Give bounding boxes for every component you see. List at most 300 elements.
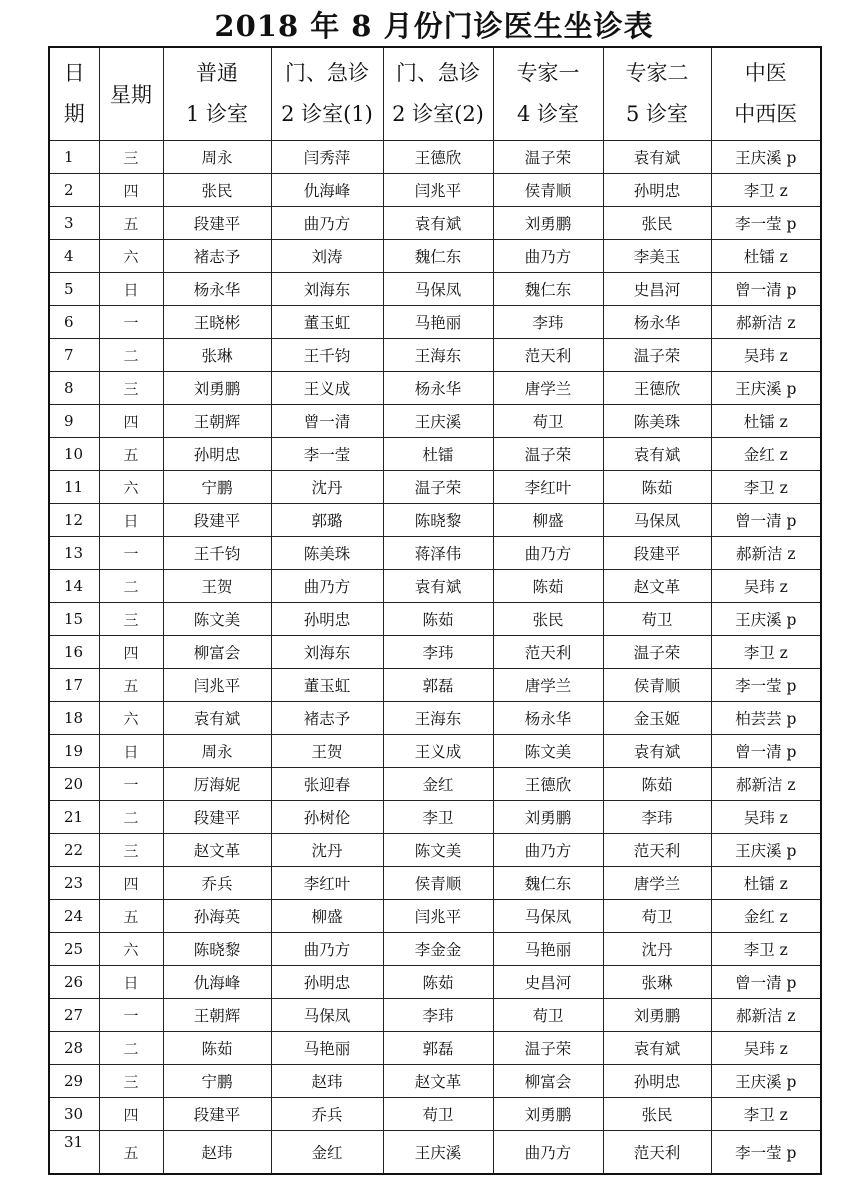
header-column-bottom: 2 诊室(1) — [281, 102, 373, 126]
table-row — [49, 1065, 821, 1098]
expert-room-5-cell: 马保凤 — [603, 504, 711, 537]
table-row — [49, 207, 821, 240]
date-cell: 29 — [49, 1065, 99, 1098]
expert-room-5-cell: 张民 — [603, 1098, 711, 1131]
date-cell: 19 — [49, 735, 99, 768]
weekday-cell: 二 — [99, 570, 163, 603]
date-cell: 22 — [49, 834, 99, 867]
general-room-1-cell: 褚志予 — [163, 240, 271, 273]
weekday-cell: 一 — [99, 537, 163, 570]
tcm-cell: 李卫 z — [711, 1098, 821, 1131]
expert-room-5-cell: 袁有斌 — [603, 438, 711, 471]
weekday-cell: 五 — [99, 438, 163, 471]
table-row — [49, 372, 821, 405]
expert-room-4-cell: 范天利 — [493, 339, 603, 372]
weekday-cell: 二 — [99, 1032, 163, 1065]
expert-room-5-cell: 刘勇鹏 — [603, 999, 711, 1032]
emergency-room-2b-cell: 李玮 — [383, 999, 493, 1032]
header-column — [271, 47, 383, 141]
table-row — [49, 933, 821, 966]
weekday-cell: 四 — [99, 867, 163, 900]
general-room-1-cell: 闫兆平 — [163, 669, 271, 702]
tcm-cell: 王庆溪 p — [711, 372, 821, 405]
expert-room-5-cell: 温子荣 — [603, 636, 711, 669]
expert-room-5-cell: 侯青顺 — [603, 669, 711, 702]
emergency-room-2a-cell: 李一莹 — [271, 438, 383, 471]
expert-room-4-cell: 魏仁东 — [493, 273, 603, 306]
expert-room-4-cell: 唐学兰 — [493, 669, 603, 702]
weekday-cell: 三 — [99, 603, 163, 636]
expert-room-5-cell: 王德欣 — [603, 372, 711, 405]
emergency-room-2a-cell: 孙明忠 — [271, 966, 383, 999]
general-room-1-cell: 柳富会 — [163, 636, 271, 669]
weekday-cell: 五 — [99, 900, 163, 933]
header-column-bottom: 1 诊室 — [185, 102, 249, 126]
expert-room-4-cell: 唐学兰 — [493, 372, 603, 405]
expert-room-4-cell: 曲乃方 — [493, 834, 603, 867]
emergency-room-2b-cell: 李卫 — [383, 801, 493, 834]
header-weekday: 星期 — [99, 47, 163, 141]
schedule-table — [48, 46, 822, 1175]
emergency-room-2b-cell: 王海东 — [383, 702, 493, 735]
expert-room-4-cell: 杨永华 — [493, 702, 603, 735]
emergency-room-2b-cell: 赵文革 — [383, 1065, 493, 1098]
expert-room-5-cell: 史昌河 — [603, 273, 711, 306]
weekday-cell: 二 — [99, 801, 163, 834]
tcm-cell: 曾一清 p — [711, 735, 821, 768]
weekday-cell: 日 — [99, 966, 163, 999]
emergency-room-2b-cell: 陈茹 — [383, 966, 493, 999]
tcm-cell: 李卫 z — [711, 174, 821, 207]
expert-room-5-cell: 李美玉 — [603, 240, 711, 273]
date-cell: 1 — [49, 141, 99, 174]
table-row — [49, 735, 821, 768]
weekday-cell: 四 — [99, 1098, 163, 1131]
tcm-cell: 柏芸芸 p — [711, 702, 821, 735]
general-room-1-cell: 厉海妮 — [163, 768, 271, 801]
table-row — [49, 537, 821, 570]
header-date-bottom: 期 — [63, 102, 85, 126]
weekday-cell: 三 — [99, 141, 163, 174]
emergency-room-2b-cell: 侯青顺 — [383, 867, 493, 900]
table-row — [49, 900, 821, 933]
expert-room-5-cell: 沈丹 — [603, 933, 711, 966]
expert-room-5-cell: 陈茹 — [603, 768, 711, 801]
expert-room-5-cell: 陈茹 — [603, 471, 711, 504]
tcm-cell: 李卫 z — [711, 636, 821, 669]
expert-room-4-cell: 张民 — [493, 603, 603, 636]
expert-room-5-cell: 张琳 — [603, 966, 711, 999]
date-cell: 25 — [49, 933, 99, 966]
expert-room-5-cell: 孙明忠 — [603, 174, 711, 207]
emergency-room-2a-cell: 郭璐 — [271, 504, 383, 537]
expert-room-4-cell: 刘勇鹏 — [493, 1098, 603, 1131]
header-date — [49, 47, 99, 141]
tcm-cell: 王庆溪 p — [711, 834, 821, 867]
expert-room-4-cell: 温子荣 — [493, 1032, 603, 1065]
expert-room-4-cell: 温子荣 — [493, 141, 603, 174]
header-column — [383, 47, 493, 141]
table-row — [49, 306, 821, 339]
header-column-top: 门、急诊 — [396, 60, 480, 85]
expert-room-4-cell: 曲乃方 — [493, 1131, 603, 1175]
date-cell: 24 — [49, 900, 99, 933]
header-column — [493, 47, 603, 141]
header-column-top: 专家一 — [516, 60, 580, 85]
expert-room-5-cell: 袁有斌 — [603, 1032, 711, 1065]
date-cell: 11 — [49, 471, 99, 504]
table-row — [49, 1131, 821, 1175]
general-room-1-cell: 张琳 — [163, 339, 271, 372]
emergency-room-2b-cell: 魏仁东 — [383, 240, 493, 273]
emergency-room-2b-cell: 闫兆平 — [383, 174, 493, 207]
general-room-1-cell: 袁有斌 — [163, 702, 271, 735]
table-row — [49, 504, 821, 537]
emergency-room-2b-cell: 马保凤 — [383, 273, 493, 306]
general-room-1-cell: 张民 — [163, 174, 271, 207]
table-row — [49, 669, 821, 702]
date-cell: 14 — [49, 570, 99, 603]
date-cell: 28 — [49, 1032, 99, 1065]
expert-room-4-cell: 马艳丽 — [493, 933, 603, 966]
expert-room-4-cell: 李玮 — [493, 306, 603, 339]
emergency-room-2a-cell: 孙树伦 — [271, 801, 383, 834]
weekday-cell: 三 — [99, 834, 163, 867]
general-room-1-cell: 乔兵 — [163, 867, 271, 900]
date-cell: 16 — [49, 636, 99, 669]
general-room-1-cell: 赵文革 — [163, 834, 271, 867]
general-room-1-cell: 周永 — [163, 141, 271, 174]
table-row — [49, 966, 821, 999]
general-room-1-cell: 宁鹏 — [163, 471, 271, 504]
header-column — [711, 47, 821, 141]
expert-room-5-cell: 唐学兰 — [603, 867, 711, 900]
date-cell: 5 — [49, 273, 99, 306]
tcm-cell: 李一莹 p — [711, 1131, 821, 1175]
general-room-1-cell: 赵玮 — [163, 1131, 271, 1175]
table-header — [49, 47, 821, 141]
expert-room-5-cell: 袁有斌 — [603, 141, 711, 174]
emergency-room-2b-cell: 蒋泽伟 — [383, 537, 493, 570]
weekday-cell: 六 — [99, 240, 163, 273]
header-column-bottom: 5 诊室 — [625, 102, 689, 126]
expert-room-4-cell: 苟卫 — [493, 405, 603, 438]
expert-room-5-cell: 陈美珠 — [603, 405, 711, 438]
general-room-1-cell: 仇海峰 — [163, 966, 271, 999]
expert-room-4-cell: 魏仁东 — [493, 867, 603, 900]
emergency-room-2a-cell: 刘涛 — [271, 240, 383, 273]
emergency-room-2a-cell: 曲乃方 — [271, 933, 383, 966]
general-room-1-cell: 杨永华 — [163, 273, 271, 306]
date-cell: 17 — [49, 669, 99, 702]
date-cell: 27 — [49, 999, 99, 1032]
expert-room-5-cell: 苟卫 — [603, 900, 711, 933]
expert-room-4-cell: 曲乃方 — [493, 240, 603, 273]
table-row — [49, 438, 821, 471]
expert-room-5-cell: 张民 — [603, 207, 711, 240]
expert-room-5-cell: 温子荣 — [603, 339, 711, 372]
weekday-cell: 三 — [99, 1065, 163, 1098]
emergency-room-2b-cell: 苟卫 — [383, 1098, 493, 1131]
expert-room-5-cell: 杨永华 — [603, 306, 711, 339]
general-room-1-cell: 王贺 — [163, 570, 271, 603]
tcm-cell: 曾一清 p — [711, 966, 821, 999]
header-column-bottom: 4 诊室 — [516, 102, 580, 126]
table-row — [49, 768, 821, 801]
emergency-room-2b-cell: 王庆溪 — [383, 1131, 493, 1175]
expert-room-5-cell: 范天利 — [603, 1131, 711, 1175]
general-room-1-cell: 陈晓黎 — [163, 933, 271, 966]
header-column — [603, 47, 711, 141]
expert-room-5-cell: 金玉姬 — [603, 702, 711, 735]
tcm-cell: 吴玮 z — [711, 801, 821, 834]
date-cell: 31 — [49, 1131, 99, 1175]
date-cell: 7 — [49, 339, 99, 372]
emergency-room-2a-cell: 张迎春 — [271, 768, 383, 801]
general-room-1-cell: 周永 — [163, 735, 271, 768]
emergency-room-2b-cell: 杜镭 — [383, 438, 493, 471]
emergency-room-2a-cell: 王贺 — [271, 735, 383, 768]
emergency-room-2a-cell: 赵玮 — [271, 1065, 383, 1098]
date-cell: 12 — [49, 504, 99, 537]
emergency-room-2b-cell: 温子荣 — [383, 471, 493, 504]
general-room-1-cell: 陈茹 — [163, 1032, 271, 1065]
emergency-room-2b-cell: 李玮 — [383, 636, 493, 669]
general-room-1-cell: 宁鹏 — [163, 1065, 271, 1098]
expert-room-5-cell: 袁有斌 — [603, 735, 711, 768]
date-cell: 21 — [49, 801, 99, 834]
emergency-room-2b-cell: 陈晓黎 — [383, 504, 493, 537]
weekday-cell: 日 — [99, 273, 163, 306]
expert-room-4-cell: 李红叶 — [493, 471, 603, 504]
general-room-1-cell: 陈文美 — [163, 603, 271, 636]
weekday-cell: 五 — [99, 207, 163, 240]
tcm-cell: 曾一清 p — [711, 504, 821, 537]
emergency-room-2b-cell: 马艳丽 — [383, 306, 493, 339]
tcm-cell: 郝新洁 z — [711, 999, 821, 1032]
table-row — [49, 867, 821, 900]
expert-room-4-cell: 范天利 — [493, 636, 603, 669]
tcm-cell: 郝新洁 z — [711, 537, 821, 570]
date-cell: 18 — [49, 702, 99, 735]
tcm-cell: 李一莹 p — [711, 207, 821, 240]
table-row — [49, 1098, 821, 1131]
header-column-top: 中医 — [744, 60, 787, 85]
date-cell: 9 — [49, 405, 99, 438]
expert-room-5-cell: 赵文革 — [603, 570, 711, 603]
weekday-cell: 六 — [99, 702, 163, 735]
tcm-cell: 王庆溪 p — [711, 603, 821, 636]
header-column-bottom: 2 诊室(2) — [392, 102, 484, 126]
emergency-room-2a-cell: 柳盛 — [271, 900, 383, 933]
expert-room-4-cell: 刘勇鹏 — [493, 801, 603, 834]
weekday-cell: 日 — [99, 735, 163, 768]
tcm-cell: 李一莹 p — [711, 669, 821, 702]
general-room-1-cell: 孙明忠 — [163, 438, 271, 471]
expert-room-5-cell: 李玮 — [603, 801, 711, 834]
expert-room-5-cell: 孙明忠 — [603, 1065, 711, 1098]
table-row — [49, 834, 821, 867]
emergency-room-2a-cell: 王义成 — [271, 372, 383, 405]
emergency-room-2a-cell: 刘海东 — [271, 636, 383, 669]
emergency-room-2b-cell: 闫兆平 — [383, 900, 493, 933]
emergency-room-2a-cell: 曲乃方 — [271, 207, 383, 240]
date-cell: 20 — [49, 768, 99, 801]
table-row — [49, 999, 821, 1032]
weekday-cell: 五 — [99, 669, 163, 702]
expert-room-4-cell: 马保凤 — [493, 900, 603, 933]
header-column-bottom: 中西医 — [734, 102, 798, 126]
emergency-room-2a-cell: 闫秀萍 — [271, 141, 383, 174]
emergency-room-2a-cell: 刘海东 — [271, 273, 383, 306]
date-cell: 26 — [49, 966, 99, 999]
header-column-top: 普通 — [196, 60, 238, 85]
emergency-room-2b-cell: 王义成 — [383, 735, 493, 768]
date-cell: 2 — [49, 174, 99, 207]
tcm-cell: 郝新洁 z — [711, 306, 821, 339]
emergency-room-2b-cell: 郭磊 — [383, 1032, 493, 1065]
table-row — [49, 702, 821, 735]
tcm-cell: 曾一清 p — [711, 273, 821, 306]
date-cell: 15 — [49, 603, 99, 636]
table-row — [49, 471, 821, 504]
emergency-room-2a-cell: 乔兵 — [271, 1098, 383, 1131]
general-room-1-cell: 刘勇鹏 — [163, 372, 271, 405]
emergency-room-2b-cell: 袁有斌 — [383, 570, 493, 603]
expert-room-4-cell: 曲乃方 — [493, 537, 603, 570]
tcm-cell: 李卫 z — [711, 933, 821, 966]
table-row — [49, 141, 821, 174]
weekday-cell: 四 — [99, 636, 163, 669]
emergency-room-2a-cell: 李红叶 — [271, 867, 383, 900]
table-row — [49, 1032, 821, 1065]
weekday-cell: 一 — [99, 306, 163, 339]
tcm-cell: 李卫 z — [711, 471, 821, 504]
emergency-room-2b-cell: 陈茹 — [383, 603, 493, 636]
emergency-room-2a-cell: 马艳丽 — [271, 1032, 383, 1065]
tcm-cell: 王庆溪 p — [711, 141, 821, 174]
expert-room-5-cell: 范天利 — [603, 834, 711, 867]
date-cell: 30 — [49, 1098, 99, 1131]
emergency-room-2a-cell: 董玉虹 — [271, 306, 383, 339]
expert-room-4-cell: 侯青顺 — [493, 174, 603, 207]
expert-room-4-cell: 陈茹 — [493, 570, 603, 603]
emergency-room-2a-cell: 王千钧 — [271, 339, 383, 372]
date-cell: 3 — [49, 207, 99, 240]
tcm-cell: 吴玮 z — [711, 570, 821, 603]
table-row — [49, 273, 821, 306]
expert-room-5-cell: 苟卫 — [603, 603, 711, 636]
table-row — [49, 174, 821, 207]
expert-room-4-cell: 史昌河 — [493, 966, 603, 999]
weekday-cell: 日 — [99, 504, 163, 537]
emergency-room-2b-cell: 袁有斌 — [383, 207, 493, 240]
weekday-cell: 六 — [99, 933, 163, 966]
table-row — [49, 405, 821, 438]
date-cell: 8 — [49, 372, 99, 405]
emergency-room-2b-cell: 李金金 — [383, 933, 493, 966]
expert-room-4-cell: 刘勇鹏 — [493, 207, 603, 240]
emergency-room-2a-cell: 沈丹 — [271, 834, 383, 867]
expert-room-4-cell: 温子荣 — [493, 438, 603, 471]
date-cell: 6 — [49, 306, 99, 339]
emergency-room-2a-cell: 孙明忠 — [271, 603, 383, 636]
table-row — [49, 636, 821, 669]
expert-room-4-cell: 柳盛 — [493, 504, 603, 537]
general-room-1-cell: 段建平 — [163, 1098, 271, 1131]
weekday-cell: 四 — [99, 405, 163, 438]
weekday-cell: 六 — [99, 471, 163, 504]
expert-room-4-cell: 陈文美 — [493, 735, 603, 768]
general-room-1-cell: 王朝辉 — [163, 999, 271, 1032]
weekday-cell: 一 — [99, 999, 163, 1032]
expert-room-4-cell: 王德欣 — [493, 768, 603, 801]
general-room-1-cell: 王晓彬 — [163, 306, 271, 339]
table-row — [49, 801, 821, 834]
expert-room-4-cell: 柳富会 — [493, 1065, 603, 1098]
date-cell: 13 — [49, 537, 99, 570]
general-room-1-cell: 孙海英 — [163, 900, 271, 933]
emergency-room-2a-cell: 褚志予 — [271, 702, 383, 735]
emergency-room-2a-cell: 董玉虹 — [271, 669, 383, 702]
emergency-room-2a-cell: 仇海峰 — [271, 174, 383, 207]
emergency-room-2b-cell: 王德欣 — [383, 141, 493, 174]
general-room-1-cell: 段建平 — [163, 207, 271, 240]
emergency-room-2b-cell: 郭磊 — [383, 669, 493, 702]
tcm-cell: 吴玮 z — [711, 339, 821, 372]
emergency-room-2b-cell: 金红 — [383, 768, 493, 801]
weekday-cell: 一 — [99, 768, 163, 801]
emergency-room-2a-cell: 马保凤 — [271, 999, 383, 1032]
header-date-top: 日 — [63, 60, 85, 85]
table-row — [49, 603, 821, 636]
emergency-room-2a-cell: 沈丹 — [271, 471, 383, 504]
table-row — [49, 240, 821, 273]
table-row — [49, 339, 821, 372]
tcm-cell: 王庆溪 p — [711, 1065, 821, 1098]
tcm-cell: 金红 z — [711, 438, 821, 471]
table-row — [49, 570, 821, 603]
emergency-room-2b-cell: 陈文美 — [383, 834, 493, 867]
header-column-top: 门、急诊 — [285, 60, 369, 85]
tcm-cell: 杜镭 z — [711, 240, 821, 273]
header-column — [163, 47, 271, 141]
weekday-cell: 二 — [99, 339, 163, 372]
weekday-cell: 四 — [99, 174, 163, 207]
tcm-cell: 杜镭 z — [711, 867, 821, 900]
general-room-1-cell: 王朝辉 — [163, 405, 271, 438]
tcm-cell: 吴玮 z — [711, 1032, 821, 1065]
emergency-room-2a-cell: 曾一清 — [271, 405, 383, 438]
date-cell: 10 — [49, 438, 99, 471]
weekday-cell: 三 — [99, 372, 163, 405]
emergency-room-2a-cell: 陈美珠 — [271, 537, 383, 570]
expert-room-4-cell: 苟卫 — [493, 999, 603, 1032]
emergency-room-2b-cell: 杨永华 — [383, 372, 493, 405]
page-title: 2018 年 8 月份门诊医生坐诊表 — [214, 9, 654, 43]
general-room-1-cell: 王千钧 — [163, 537, 271, 570]
header-column-top: 专家二 — [625, 60, 689, 85]
emergency-room-2b-cell: 王海东 — [383, 339, 493, 372]
date-cell: 4 — [49, 240, 99, 273]
tcm-cell: 金红 z — [711, 900, 821, 933]
emergency-room-2b-cell: 王庆溪 — [383, 405, 493, 438]
tcm-cell: 杜镭 z — [711, 405, 821, 438]
expert-room-5-cell: 段建平 — [603, 537, 711, 570]
tcm-cell: 郝新洁 z — [711, 768, 821, 801]
emergency-room-2a-cell: 曲乃方 — [271, 570, 383, 603]
general-room-1-cell: 段建平 — [163, 801, 271, 834]
